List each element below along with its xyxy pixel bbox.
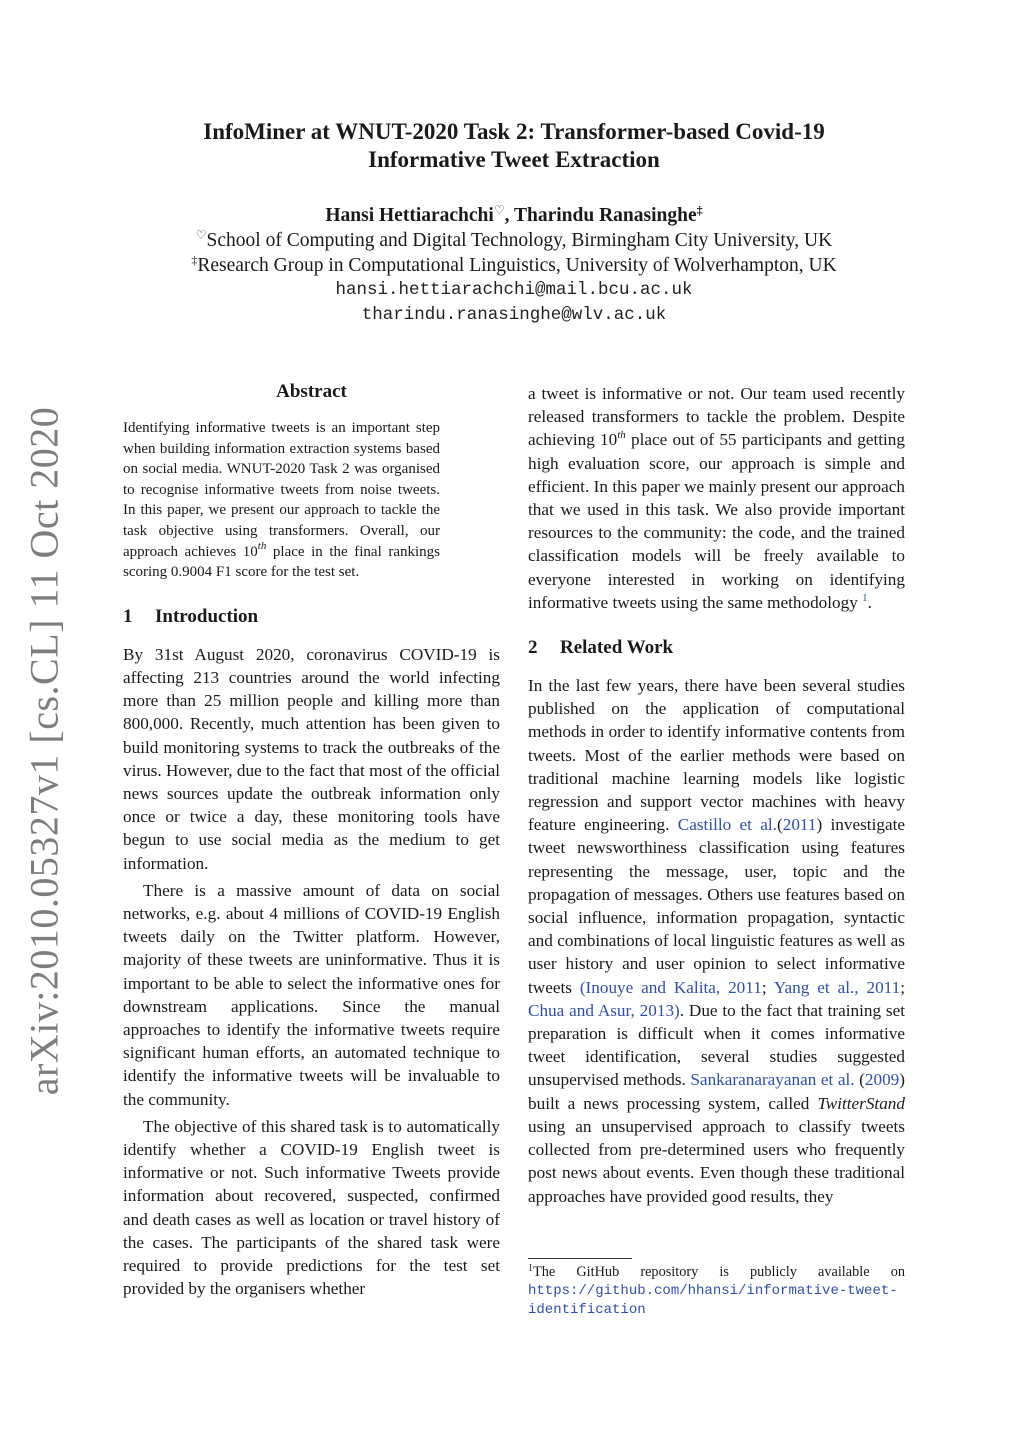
abstract-text-a: Identifying informative tweets is an important step when building information extraction systems based on social media. WNUT-2020 Task 2 was organised to recognise informative tweets from noise tweets. In this paper, we present our approach to tackle the task objective using transformers. Overall, our approach achieves 10 bbox=[123, 420, 440, 560]
related-work-paragraph bbox=[528, 674, 905, 1208]
footnote-text: The GitHub repository is publicly available on bbox=[533, 1264, 905, 1280]
footnote-marker-link[interactable]: 1 bbox=[862, 591, 868, 604]
author-names bbox=[150, 203, 878, 228]
affiliation-1-mark: ♡ bbox=[195, 228, 207, 242]
related-text: using an unsupervised approach to classify tweets collected from pre-determined users who frequently post news about events. Even though these traditional approaches have provided good results, they bbox=[528, 1116, 905, 1206]
abstract-text bbox=[123, 418, 440, 583]
intro-cont-a: a tweet is informative or not. Our team used recently released transformers to tackle the problem. Despite achieving 10 bbox=[528, 384, 905, 450]
right-column bbox=[528, 382, 905, 1208]
related-text: . Due to the fact that training set preparation is difficult when it comes informative tweet identification, several studies suggested unsupervised methods. bbox=[528, 1000, 905, 1090]
footnote-divider bbox=[528, 1258, 632, 1259]
intro-paragraph-3: The objective of this shared task is to automatically identify whether a COVID-19 English tweet is informative or not. Such informative Tweets provide information about recovered, suspected, confirmed and death cases as well as location or travel history of the cases. The participants of the shared task were required to provide predictions for the test set provided by the organisers whether bbox=[123, 1116, 500, 1299]
citation-link[interactable]: Castillo et al. bbox=[677, 815, 777, 835]
title-line-2: Informative Tweet Extraction bbox=[368, 147, 660, 172]
citation-link[interactable]: 2009 bbox=[864, 1070, 900, 1090]
author-1: Hansi Hettiarachchi bbox=[325, 205, 494, 226]
citation-link[interactable]: (Inouye and Kalita, 2011 bbox=[579, 977, 762, 997]
section-heading-introduction bbox=[123, 605, 500, 629]
author-1-mark: ♡ bbox=[493, 203, 505, 217]
related-text: built a news processing system, called bbox=[528, 1093, 818, 1113]
system-name: TwitterStand bbox=[817, 1093, 905, 1113]
paper-title bbox=[150, 118, 878, 174]
abstract-text-b: place in the final rankings scoring 0.9004 F1 score for the test set. bbox=[123, 543, 440, 581]
citation-link[interactable]: Chua and Asur, 2013) bbox=[528, 1000, 680, 1020]
intro-cont-b: place out of 55 participants and getting high evaluation score, our approach is simple and efficient. In this paper we mainly present our approach that we used in this task. We also provide important resources to the community: the code, and the trained classification models will be freely available to everyone interested in working on identifying informative tweets using the same methodology bbox=[528, 430, 905, 612]
abstract-superscript: th bbox=[257, 539, 267, 552]
section-heading-related-work bbox=[528, 636, 905, 660]
intro-cont-c: . bbox=[867, 592, 872, 612]
section-title: Related Work bbox=[560, 637, 674, 659]
intro-paragraph-2: There is a massive amount of data on social networks, e.g. about 4 millions of COVID-19 English tweets daily on the Twitter platform. However, majority of these tweets are uninformative. Thus it is important to be able to select the informative ones for downstream applications. Since the manual approaches to identify the informative tweets require significant human efforts, an automated technique to identify the informative tweets will be invaluable to the community. bbox=[123, 880, 500, 1109]
affiliation-2 bbox=[150, 253, 878, 278]
affiliation-2-mark: ‡ bbox=[191, 253, 198, 267]
title-line-1: InfoMiner at WNUT-2020 Task 2: Transformer-based Covid-19 bbox=[203, 119, 825, 144]
footnote-number: 1 bbox=[528, 1263, 533, 1274]
citation-link[interactable]: Sankaranarayanan et al. bbox=[690, 1070, 855, 1090]
author-2: Tharindu Ranasinghe bbox=[514, 205, 697, 226]
email-1: hansi.hettiarachchi@mail.bcu.ac.uk bbox=[335, 280, 693, 300]
abstract-heading: Abstract bbox=[276, 381, 347, 402]
related-text: investigate tweet newsworthiness classification using features representing the message, user, topic and the propagation of messages. Others use features based on social influence, information propagation, syntactic and combinations of local linguistic features as well as user history and user opinion to select informative tweets bbox=[528, 815, 905, 997]
citation-paren: ) bbox=[816, 815, 823, 835]
intro-paragraph-1: By 31st August 2020, coronavirus COVID-19 is affecting 213 countries around the world infecting more than 25 million people and killing more than 800,000. Recently, much attention has been given to build monitoring systems to track the outbreaks of the virus. However, due to the fact that most of the official news sources update the outbreak information only once or twice a day, these monitoring tools have begun to use social media as the medium to get information. bbox=[123, 644, 501, 873]
intro-continuation bbox=[528, 382, 905, 614]
citation-paren: ( bbox=[776, 815, 783, 835]
section-number: 2 bbox=[528, 637, 538, 659]
citation-link[interactable]: 2011 bbox=[782, 815, 817, 835]
related-text: In the last few years, there have been several studies published on the application of computational methods in order to identify informative contents from tweets. Most of the earlier methods were based on traditional machine learning models like logistic regression and support vector machines with heavy feature engineering. bbox=[528, 676, 905, 835]
intro-cont-superscript: th bbox=[617, 429, 626, 442]
section-number: 1 bbox=[123, 605, 133, 627]
footnote-url-link[interactable]: https://github.com/hhansi/informative-tweet-identification bbox=[528, 1283, 898, 1319]
citation-paren: ( bbox=[854, 1070, 865, 1090]
citation-paren: ) bbox=[899, 1070, 905, 1090]
citation-separator: ; bbox=[900, 977, 905, 997]
citation-link[interactable]: Yang et al., 2011 bbox=[773, 977, 901, 997]
affiliation-2-text: Research Group in Computational Linguistics, University of Wolverhampton, UK bbox=[197, 255, 837, 276]
author-block bbox=[150, 203, 878, 328]
arxiv-identifier: arXiv:2010.05327v1 [cs.CL] 11 Oct 2020 bbox=[21, 406, 67, 1096]
arxiv-sidebar bbox=[0, 0, 100, 1448]
section-title: Introduction bbox=[155, 605, 259, 627]
left-column bbox=[123, 380, 500, 1300]
affiliation-1 bbox=[150, 228, 878, 253]
footnote bbox=[528, 1263, 905, 1320]
author-separator: , bbox=[504, 205, 514, 226]
email-2: tharindu.ranasinghe@wlv.ac.uk bbox=[361, 305, 667, 325]
citation-separator: ; bbox=[761, 977, 774, 997]
affiliation-1-text: School of Computing and Digital Technology, Birmingham City University, UK bbox=[206, 230, 833, 251]
author-2-mark: ‡ bbox=[696, 203, 703, 217]
